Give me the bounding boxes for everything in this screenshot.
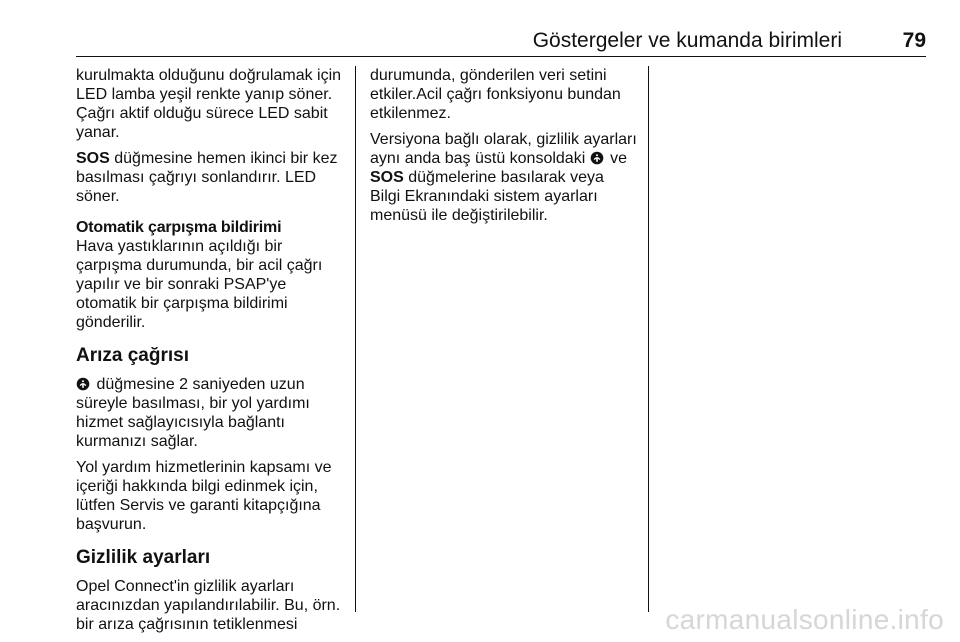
paragraph-version: [370, 130, 638, 225]
paragraph-data-set: durumunda, gönderilen veri setini etkiler.Acil çağrı fonksiyonu bundan etkilenmez.: [370, 67, 621, 122]
sos-label: SOS: [76, 150, 110, 167]
page-header: [76, 28, 926, 58]
text-column-2: [370, 66, 638, 232]
paragraph-crash: Hava yastıklarının açıldığı bir çarpışma durumunda, bir acil çağrı yapılır ve bir sonraki PSAP'ye otomatik bir çarpışma bildirimi gönderilir.: [76, 238, 323, 331]
paragraph-fault-2: Yol yardım hizmetlerinin kapsamı ve içeriği hakkında bilgi edinmek için, lütfen Servis ve garanti kitapçığına başvurun.: [76, 459, 332, 533]
column-divider-left: [355, 66, 356, 612]
paragraph-version-start: Versiyona bağlı olarak, gizlilik ayarları aynı anda baş üstü konsoldaki: [370, 131, 637, 167]
paragraph-led: kurulmakta olduğunu doğrulamak için LED lamba yeşil renkte yanıp söner. Çağrı aktif olduğu sürece LED sabit yanar.: [76, 67, 342, 141]
paragraph-sos-text: düğmesine hemen ikinci bir kez basılması çağrıyı sonlandırır. LED söner.: [76, 150, 338, 205]
sos-label: SOS: [370, 169, 404, 186]
roadside-assistance-icon: [76, 377, 90, 391]
paragraph-version-end: düğmelerine basılarak veya Bilgi Ekranındaki sistem ayarları menüsü ile değiştirilebilir.: [370, 169, 604, 224]
text-column-1: [76, 66, 344, 641]
heading-crash-notification: Otomatik çarpışma bildirimi: [76, 219, 282, 236]
header-title: Göstergeler ve kumanda birimleri: [532, 29, 842, 52]
paragraph-sos: [76, 149, 344, 206]
paragraph-privacy: Opel Connect'in gizlilik ayarları aracınızdan yapılandırılabilir. Bu, örn. bir arıza çağrısının tetiklenmesi: [76, 578, 341, 633]
heading-privacy: Gizlilik ayarları: [76, 547, 211, 568]
watermark: carmanualsonline.info: [665, 604, 944, 635]
page-number: 79: [902, 29, 926, 52]
header-rule: [76, 56, 926, 57]
paragraph-fault-1: [76, 375, 344, 451]
column-divider-right: [648, 66, 649, 612]
roadside-assistance-icon: [590, 151, 604, 165]
paragraph-version-mid: ve: [605, 150, 628, 167]
heading-fault-call: Arıza çağrısı: [76, 345, 189, 366]
paragraph-fault-1-text: düğmesine 2 saniyeden uzun süreyle basılması, bir yol yardımı hizmet sağlayıcısıyla bağlantı kurmanızı sağlar.: [76, 376, 310, 450]
